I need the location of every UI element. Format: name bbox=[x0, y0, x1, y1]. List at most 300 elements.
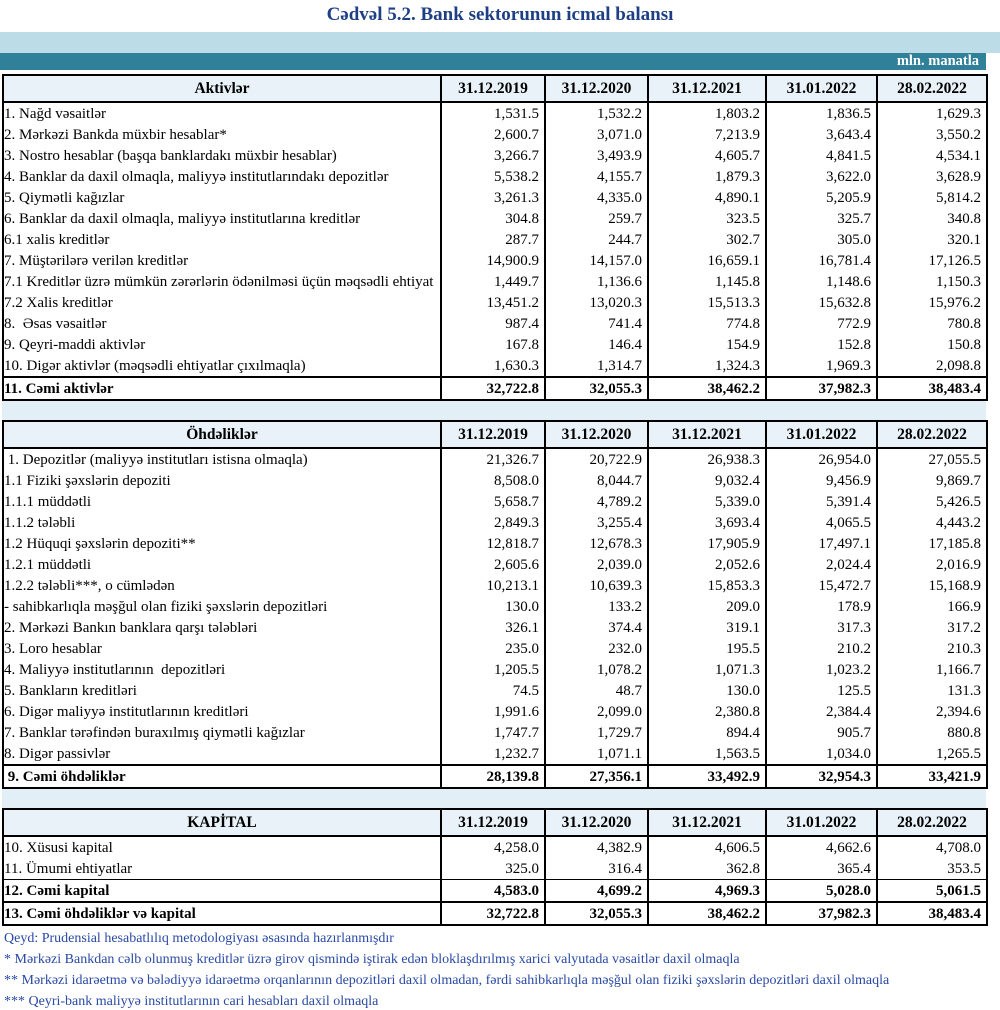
cell-value: 12,678.3 bbox=[545, 533, 648, 554]
cell-value: 4,662.6 bbox=[766, 836, 877, 858]
row-label bbox=[3, 208, 441, 229]
cell-value: 8,508.0 bbox=[441, 470, 545, 491]
total-row bbox=[3, 902, 987, 925]
row-label bbox=[3, 765, 441, 788]
cell-value: 21,326.7 bbox=[441, 448, 545, 470]
cell-value: 33,492.9 bbox=[648, 765, 766, 788]
row-label bbox=[3, 271, 441, 292]
row-label-text: 8. Əsas vəsaitlər bbox=[4, 315, 107, 332]
table-row bbox=[3, 743, 987, 765]
column-header-date: 31.01.2022 bbox=[766, 421, 877, 448]
row-label-text: 1.1.2 tələbli bbox=[4, 514, 76, 531]
row-label-text: 6.1 xalis kreditlər bbox=[4, 231, 110, 248]
cell-value: 1,034.0 bbox=[766, 743, 877, 765]
row-label-text: 11. Cəmi aktivlər bbox=[4, 380, 114, 397]
cell-value: 2,849.3 bbox=[441, 512, 545, 533]
cell-value: 4,443.2 bbox=[877, 512, 987, 533]
header-row bbox=[3, 421, 987, 448]
column-header-date: 31.12.2020 bbox=[545, 75, 648, 102]
row-label bbox=[3, 722, 441, 743]
cell-value: 38,483.4 bbox=[877, 902, 987, 925]
cell-value: 1,747.7 bbox=[441, 722, 545, 743]
cell-value: 4,605.7 bbox=[648, 145, 766, 166]
cell-value: 319.1 bbox=[648, 617, 766, 638]
cell-value: 3,266.7 bbox=[441, 145, 545, 166]
cell-value: 1,205.5 bbox=[441, 659, 545, 680]
cell-value: 37,982.3 bbox=[766, 377, 877, 400]
table-row bbox=[3, 313, 987, 334]
table-row bbox=[3, 638, 987, 659]
row-label bbox=[3, 880, 441, 903]
column-header-date: 31.12.2021 bbox=[648, 75, 766, 102]
row-label-text: 1.2 Hüquqi şəxslərin depoziti** bbox=[4, 535, 196, 552]
row-label bbox=[3, 512, 441, 533]
footnote-1: * Mərkəzi Bankdan cəlb olunmuş kreditlər üzrə girov qismində iştirak edən bloklaşdırılmış xarici valyutada vəsaitlər daxil olmaqla bbox=[4, 952, 740, 967]
header-row bbox=[3, 809, 987, 836]
cell-value: 1,071.1 bbox=[545, 743, 648, 765]
cell-value: 2,600.7 bbox=[441, 124, 545, 145]
cell-value: 178.9 bbox=[766, 596, 877, 617]
cell-value: 37,982.3 bbox=[766, 902, 877, 925]
cell-value: 365.4 bbox=[766, 858, 877, 880]
cell-value: 1,836.5 bbox=[766, 102, 877, 124]
row-label bbox=[3, 836, 441, 858]
cell-value: 5,028.0 bbox=[766, 880, 877, 903]
column-header-date: 31.01.2022 bbox=[766, 75, 877, 102]
cell-value: 232.0 bbox=[545, 638, 648, 659]
cell-value: 14,157.0 bbox=[545, 250, 648, 271]
table-row bbox=[3, 680, 987, 701]
table-row bbox=[3, 271, 987, 292]
row-label bbox=[3, 250, 441, 271]
row-label bbox=[3, 701, 441, 722]
column-header-date: 31.12.2020 bbox=[545, 421, 648, 448]
cell-value: 287.7 bbox=[441, 229, 545, 250]
table-row bbox=[3, 292, 987, 313]
cell-value: 325.0 bbox=[441, 858, 545, 880]
cell-value: 209.0 bbox=[648, 596, 766, 617]
table-row bbox=[3, 575, 987, 596]
cell-value: 1,629.3 bbox=[877, 102, 987, 124]
table-row bbox=[3, 554, 987, 575]
row-label bbox=[3, 533, 441, 554]
cell-value: 10,213.1 bbox=[441, 575, 545, 596]
table-row bbox=[3, 836, 987, 858]
row-label-text: 4. Banklar da daxil olmaqla, maliyyə institutlarındakı depozitlər bbox=[4, 168, 389, 185]
cell-value: 3,493.9 bbox=[545, 145, 648, 166]
column-header-date: 31.12.2019 bbox=[441, 421, 545, 448]
cell-value: 146.4 bbox=[545, 334, 648, 355]
cell-value: 10,639.3 bbox=[545, 575, 648, 596]
cell-value: 5,061.5 bbox=[877, 880, 987, 903]
row-label-text: 7.2 Xalis kreditlər bbox=[4, 294, 113, 311]
cell-value: 38,483.4 bbox=[877, 377, 987, 400]
cell-value: 5,391.4 bbox=[766, 491, 877, 512]
cell-value: 1,150.3 bbox=[877, 271, 987, 292]
column-header-date: 28.02.2022 bbox=[877, 421, 987, 448]
cell-value: 125.5 bbox=[766, 680, 877, 701]
row-label-text: 5. Qiymətli kağızlar bbox=[4, 189, 125, 206]
column-header-date: 31.12.2019 bbox=[441, 809, 545, 836]
row-label-text: 9. Cəmi öhdəliklər bbox=[4, 768, 126, 785]
cell-value: 2,099.0 bbox=[545, 701, 648, 722]
cell-value: 210.3 bbox=[877, 638, 987, 659]
section-header-label: KAPİTAL bbox=[3, 809, 441, 836]
row-label bbox=[3, 596, 441, 617]
table-row bbox=[3, 722, 987, 743]
cell-value: 774.8 bbox=[648, 313, 766, 334]
row-label-text: 3. Loro hesablar bbox=[4, 640, 102, 657]
row-label bbox=[3, 166, 441, 187]
table-aktivler bbox=[2, 74, 988, 401]
cell-value: 1,071.3 bbox=[648, 659, 766, 680]
section-header-label: Öhdəliklər bbox=[3, 421, 441, 448]
cell-value: 772.9 bbox=[766, 313, 877, 334]
cell-value: 3,622.0 bbox=[766, 166, 877, 187]
cell-value: 26,954.0 bbox=[766, 448, 877, 470]
table-row bbox=[3, 145, 987, 166]
row-label-text: 7. Müştərilərə verilən kreditlər bbox=[4, 252, 189, 269]
table-row bbox=[3, 166, 987, 187]
table-row bbox=[3, 355, 987, 377]
cell-value: 32,055.3 bbox=[545, 902, 648, 925]
table-row bbox=[3, 659, 987, 680]
cell-value: 17,497.1 bbox=[766, 533, 877, 554]
footnote-3: *** Qeyri-bank maliyyə institutlarının cari hesabları daxil olmaqla bbox=[4, 994, 379, 1009]
cell-value: 3,255.4 bbox=[545, 512, 648, 533]
table-row bbox=[3, 470, 987, 491]
row-label bbox=[3, 334, 441, 355]
cell-value: 32,055.3 bbox=[545, 377, 648, 400]
cell-value: 780.8 bbox=[877, 313, 987, 334]
cell-value: 4,890.1 bbox=[648, 187, 766, 208]
cell-value: 3,071.0 bbox=[545, 124, 648, 145]
cell-value: 1,991.6 bbox=[441, 701, 545, 722]
cell-value: 1,136.6 bbox=[545, 271, 648, 292]
cell-value: 1,232.7 bbox=[441, 743, 545, 765]
cell-value: 5,339.0 bbox=[648, 491, 766, 512]
cell-value: 4,969.3 bbox=[648, 880, 766, 903]
row-label bbox=[3, 145, 441, 166]
cell-value: 27,356.1 bbox=[545, 765, 648, 788]
table-row bbox=[3, 880, 987, 903]
cell-value: 1,145.8 bbox=[648, 271, 766, 292]
table-row bbox=[3, 858, 987, 880]
table-row bbox=[3, 334, 987, 355]
cell-value: 38,462.2 bbox=[648, 902, 766, 925]
cell-value: 2,016.9 bbox=[877, 554, 987, 575]
table-row bbox=[3, 229, 987, 250]
column-header-date: 28.02.2022 bbox=[877, 809, 987, 836]
cell-value: 210.2 bbox=[766, 638, 877, 659]
header-row bbox=[3, 75, 987, 102]
row-label bbox=[3, 187, 441, 208]
row-label-text: 4. Maliyyə institutlarının depozitləri bbox=[4, 661, 226, 678]
cell-value: 12,818.7 bbox=[441, 533, 545, 554]
footnote-2: ** Mərkəzi idarəetmə və bələdiyyə idarəetmə orqanlarının depozitləri daxil olmadan, fərdi sahibkarlıqla məşğul olan fiziki şəxslərin depozitləri daxil olmaqla bbox=[4, 973, 890, 988]
cell-value: 15,853.3 bbox=[648, 575, 766, 596]
row-label bbox=[3, 292, 441, 313]
cell-value: 166.9 bbox=[877, 596, 987, 617]
cell-value: 304.8 bbox=[441, 208, 545, 229]
cell-value: 3,261.3 bbox=[441, 187, 545, 208]
cell-value: 48.7 bbox=[545, 680, 648, 701]
cell-value: 4,841.5 bbox=[766, 145, 877, 166]
cell-value: 2,098.8 bbox=[877, 355, 987, 377]
cell-value: 2,024.4 bbox=[766, 554, 877, 575]
cell-value: 323.5 bbox=[648, 208, 766, 229]
total-row bbox=[3, 377, 987, 400]
row-label-text: 1. Nağd vəsaitlər bbox=[4, 105, 107, 122]
cell-value: 4,155.7 bbox=[545, 166, 648, 187]
cell-value: 1,563.5 bbox=[648, 743, 766, 765]
cell-value: 130.0 bbox=[441, 596, 545, 617]
row-label-text: 1. Depozitlər (maliyyə institutları istisna olmaqla) bbox=[4, 451, 308, 468]
row-label bbox=[3, 102, 441, 124]
unit-label: mln. manatla bbox=[896, 53, 979, 69]
cell-value: 17,905.9 bbox=[648, 533, 766, 554]
table-row bbox=[3, 512, 987, 533]
cell-value: 167.8 bbox=[441, 334, 545, 355]
row-label bbox=[3, 491, 441, 512]
table-row bbox=[3, 448, 987, 470]
cell-value: 5,814.2 bbox=[877, 187, 987, 208]
column-header-date: 31.12.2021 bbox=[648, 809, 766, 836]
section-gap-band bbox=[2, 401, 986, 420]
row-label bbox=[3, 229, 441, 250]
table-row bbox=[3, 596, 987, 617]
cell-value: 3,643.4 bbox=[766, 124, 877, 145]
cell-value: 26,938.3 bbox=[648, 448, 766, 470]
row-label-text: 1.1 Fiziki şəxslərin depoziti bbox=[4, 472, 171, 489]
cell-value: 74.5 bbox=[441, 680, 545, 701]
cell-value: 316.4 bbox=[545, 858, 648, 880]
row-label bbox=[3, 638, 441, 659]
row-label-text: 5. Bankların kreditləri bbox=[4, 682, 137, 699]
cell-value: 317.2 bbox=[877, 617, 987, 638]
row-label-text: 6. Digər maliyyə institutlarının kreditləri bbox=[4, 703, 249, 720]
cell-value: 320.1 bbox=[877, 229, 987, 250]
row-label-text: 2. Mərkəzi Bankda müxbir hesablar* bbox=[4, 126, 227, 143]
section-gap-band bbox=[2, 789, 986, 808]
table-row bbox=[3, 533, 987, 554]
cell-value: 5,426.5 bbox=[877, 491, 987, 512]
cell-value: 131.3 bbox=[877, 680, 987, 701]
cell-value: 9,456.9 bbox=[766, 470, 877, 491]
cell-value: 28,139.8 bbox=[441, 765, 545, 788]
cell-value: 4,382.9 bbox=[545, 836, 648, 858]
cell-value: 9,869.7 bbox=[877, 470, 987, 491]
row-label-text: 3. Nostro hesablar (başqa banklardakı müxbir hesablar) bbox=[4, 147, 337, 164]
row-label-text: - sahibkarlıqla məşğul olan fiziki şəxslərin depozitləri bbox=[4, 598, 328, 615]
cell-value: 362.8 bbox=[648, 858, 766, 880]
cell-value: 9,032.4 bbox=[648, 470, 766, 491]
row-label bbox=[3, 902, 441, 925]
column-header-date: 28.02.2022 bbox=[877, 75, 987, 102]
cell-value: 4,606.5 bbox=[648, 836, 766, 858]
cell-value: 2,039.0 bbox=[545, 554, 648, 575]
cell-value: 15,976.2 bbox=[877, 292, 987, 313]
cell-value: 1,023.2 bbox=[766, 659, 877, 680]
cell-value: 326.1 bbox=[441, 617, 545, 638]
row-label-text: 2. Mərkəzi Bankın banklara qarşı tələbləri bbox=[4, 619, 258, 636]
cell-value: 8,044.7 bbox=[545, 470, 648, 491]
cell-value: 32,954.3 bbox=[766, 765, 877, 788]
cell-value: 15,632.8 bbox=[766, 292, 877, 313]
cell-value: 195.5 bbox=[648, 638, 766, 659]
row-label-text: 6. Banklar da daxil olmaqla, maliyyə institutlarına kreditlər bbox=[4, 210, 361, 227]
cell-value: 3,628.9 bbox=[877, 166, 987, 187]
row-label-text: 1.2.2 tələbli***, o cümlədən bbox=[4, 577, 175, 594]
cell-value: 1,166.7 bbox=[877, 659, 987, 680]
page-title: Cədvəl 5.2. Bank sektorunun icmal balansı bbox=[326, 4, 674, 25]
cell-value: 33,421.9 bbox=[877, 765, 987, 788]
cell-value: 1,265.5 bbox=[877, 743, 987, 765]
row-label bbox=[3, 575, 441, 596]
cell-value: 1,729.7 bbox=[545, 722, 648, 743]
table-row bbox=[3, 617, 987, 638]
cell-value: 5,205.9 bbox=[766, 187, 877, 208]
cell-value: 17,126.5 bbox=[877, 250, 987, 271]
cell-value: 14,900.9 bbox=[441, 250, 545, 271]
cell-value: 3,693.4 bbox=[648, 512, 766, 533]
cell-value: 1,969.3 bbox=[766, 355, 877, 377]
cell-value: 7,213.9 bbox=[648, 124, 766, 145]
cell-value: 133.2 bbox=[545, 596, 648, 617]
cell-value: 4,258.0 bbox=[441, 836, 545, 858]
cell-value: 302.7 bbox=[648, 229, 766, 250]
table-row bbox=[3, 250, 987, 271]
row-label bbox=[3, 617, 441, 638]
row-label-text: 9. Qeyri-maddi aktivlər bbox=[4, 336, 146, 353]
table-row bbox=[3, 187, 987, 208]
row-label-text: 12. Cəmi kapital bbox=[4, 882, 110, 899]
cell-value: 987.4 bbox=[441, 313, 545, 334]
balance-tables bbox=[0, 74, 1000, 926]
row-label bbox=[3, 858, 441, 880]
column-header-date: 31.12.2021 bbox=[648, 421, 766, 448]
cell-value: 305.0 bbox=[766, 229, 877, 250]
cell-value: 4,065.5 bbox=[766, 512, 877, 533]
row-label-text: 1.2.1 müddətli bbox=[4, 556, 92, 573]
section-header-label: Aktivlər bbox=[3, 75, 441, 102]
cell-value: 17,185.8 bbox=[877, 533, 987, 554]
cell-value: 1,078.2 bbox=[545, 659, 648, 680]
cell-value: 15,472.7 bbox=[766, 575, 877, 596]
row-label-text: 11. Ümumi ehtiyatlar bbox=[4, 860, 133, 877]
table-row bbox=[3, 124, 987, 145]
cell-value: 130.0 bbox=[648, 680, 766, 701]
cell-value: 4,708.0 bbox=[877, 836, 987, 858]
row-label-text: 13. Cəmi öhdəliklər və kapital bbox=[4, 905, 196, 922]
row-label bbox=[3, 448, 441, 470]
note-qeyd: Qeyd: Prudensial hesabatlılıq metodologiyası əsasında hazırlanmışdır bbox=[4, 931, 394, 946]
row-label bbox=[3, 355, 441, 377]
row-label bbox=[3, 680, 441, 701]
cell-value: 235.0 bbox=[441, 638, 545, 659]
row-label-text: 7. Banklar tərəfindən buraxılmış qiymətli kağızlar bbox=[4, 724, 305, 741]
cell-value: 1,324.3 bbox=[648, 355, 766, 377]
cell-value: 741.4 bbox=[545, 313, 648, 334]
cell-value: 1,148.6 bbox=[766, 271, 877, 292]
cell-value: 340.8 bbox=[877, 208, 987, 229]
table-kapital bbox=[2, 808, 988, 926]
cell-value: 1,532.2 bbox=[545, 102, 648, 124]
cell-value: 15,513.3 bbox=[648, 292, 766, 313]
cell-value: 317.3 bbox=[766, 617, 877, 638]
cell-value: 244.7 bbox=[545, 229, 648, 250]
table-ohdelikler bbox=[2, 420, 988, 789]
cell-value: 16,659.1 bbox=[648, 250, 766, 271]
row-label-text: 10. Digər aktivlər (məqsədli ehtiyatlar çıxılmaqla) bbox=[4, 357, 306, 374]
row-label bbox=[3, 554, 441, 575]
table-row bbox=[3, 491, 987, 512]
row-label bbox=[3, 743, 441, 765]
cell-value: 1,314.7 bbox=[545, 355, 648, 377]
unit-band bbox=[0, 53, 986, 70]
row-label bbox=[3, 659, 441, 680]
cell-value: 2,605.6 bbox=[441, 554, 545, 575]
row-label-text: 7.1 Kreditlər üzrə mümkün zərərlərin ödənilməsi üçün məqsədli ehtiyat bbox=[4, 273, 434, 290]
cell-value: 1,531.5 bbox=[441, 102, 545, 124]
cell-value: 4,335.0 bbox=[545, 187, 648, 208]
cell-value: 4,789.2 bbox=[545, 491, 648, 512]
row-label bbox=[3, 377, 441, 400]
cell-value: 3,550.2 bbox=[877, 124, 987, 145]
cell-value: 4,583.0 bbox=[441, 880, 545, 903]
column-header-date: 31.01.2022 bbox=[766, 809, 877, 836]
cell-value: 32,722.8 bbox=[441, 902, 545, 925]
cell-value: 16,781.4 bbox=[766, 250, 877, 271]
cell-value: 2,394.6 bbox=[877, 701, 987, 722]
table-row bbox=[3, 102, 987, 124]
cell-value: 325.7 bbox=[766, 208, 877, 229]
cell-value: 38,462.2 bbox=[648, 377, 766, 400]
table-row bbox=[3, 701, 987, 722]
cell-value: 27,055.5 bbox=[877, 448, 987, 470]
column-header-date: 31.12.2019 bbox=[441, 75, 545, 102]
cell-value: 5,538.2 bbox=[441, 166, 545, 187]
cell-value: 13,020.3 bbox=[545, 292, 648, 313]
cell-value: 905.7 bbox=[766, 722, 877, 743]
cell-value: 13,451.2 bbox=[441, 292, 545, 313]
cell-value: 259.7 bbox=[545, 208, 648, 229]
cell-value: 32,722.8 bbox=[441, 377, 545, 400]
cell-value: 15,168.9 bbox=[877, 575, 987, 596]
cell-value: 154.9 bbox=[648, 334, 766, 355]
cell-value: 150.8 bbox=[877, 334, 987, 355]
row-label-text: 8. Digər passivlər bbox=[4, 745, 111, 762]
row-label bbox=[3, 470, 441, 491]
row-label bbox=[3, 124, 441, 145]
footnotes bbox=[4, 931, 1000, 1010]
cell-value: 1,630.3 bbox=[441, 355, 545, 377]
cell-value: 2,052.6 bbox=[648, 554, 766, 575]
cell-value: 1,879.3 bbox=[648, 166, 766, 187]
cell-value: 353.5 bbox=[877, 858, 987, 880]
cell-value: 2,384.4 bbox=[766, 701, 877, 722]
cell-value: 5,658.7 bbox=[441, 491, 545, 512]
column-header-date: 31.12.2020 bbox=[545, 809, 648, 836]
row-label-text: 1.1.1 müddətli bbox=[4, 493, 92, 510]
cell-value: 4,699.2 bbox=[545, 880, 648, 903]
cell-value: 2,380.8 bbox=[648, 701, 766, 722]
cell-value: 894.4 bbox=[648, 722, 766, 743]
cell-value: 374.4 bbox=[545, 617, 648, 638]
total-row bbox=[3, 765, 987, 788]
row-label-text: 10. Xüsusi kapital bbox=[4, 839, 113, 856]
cell-value: 20,722.9 bbox=[545, 448, 648, 470]
